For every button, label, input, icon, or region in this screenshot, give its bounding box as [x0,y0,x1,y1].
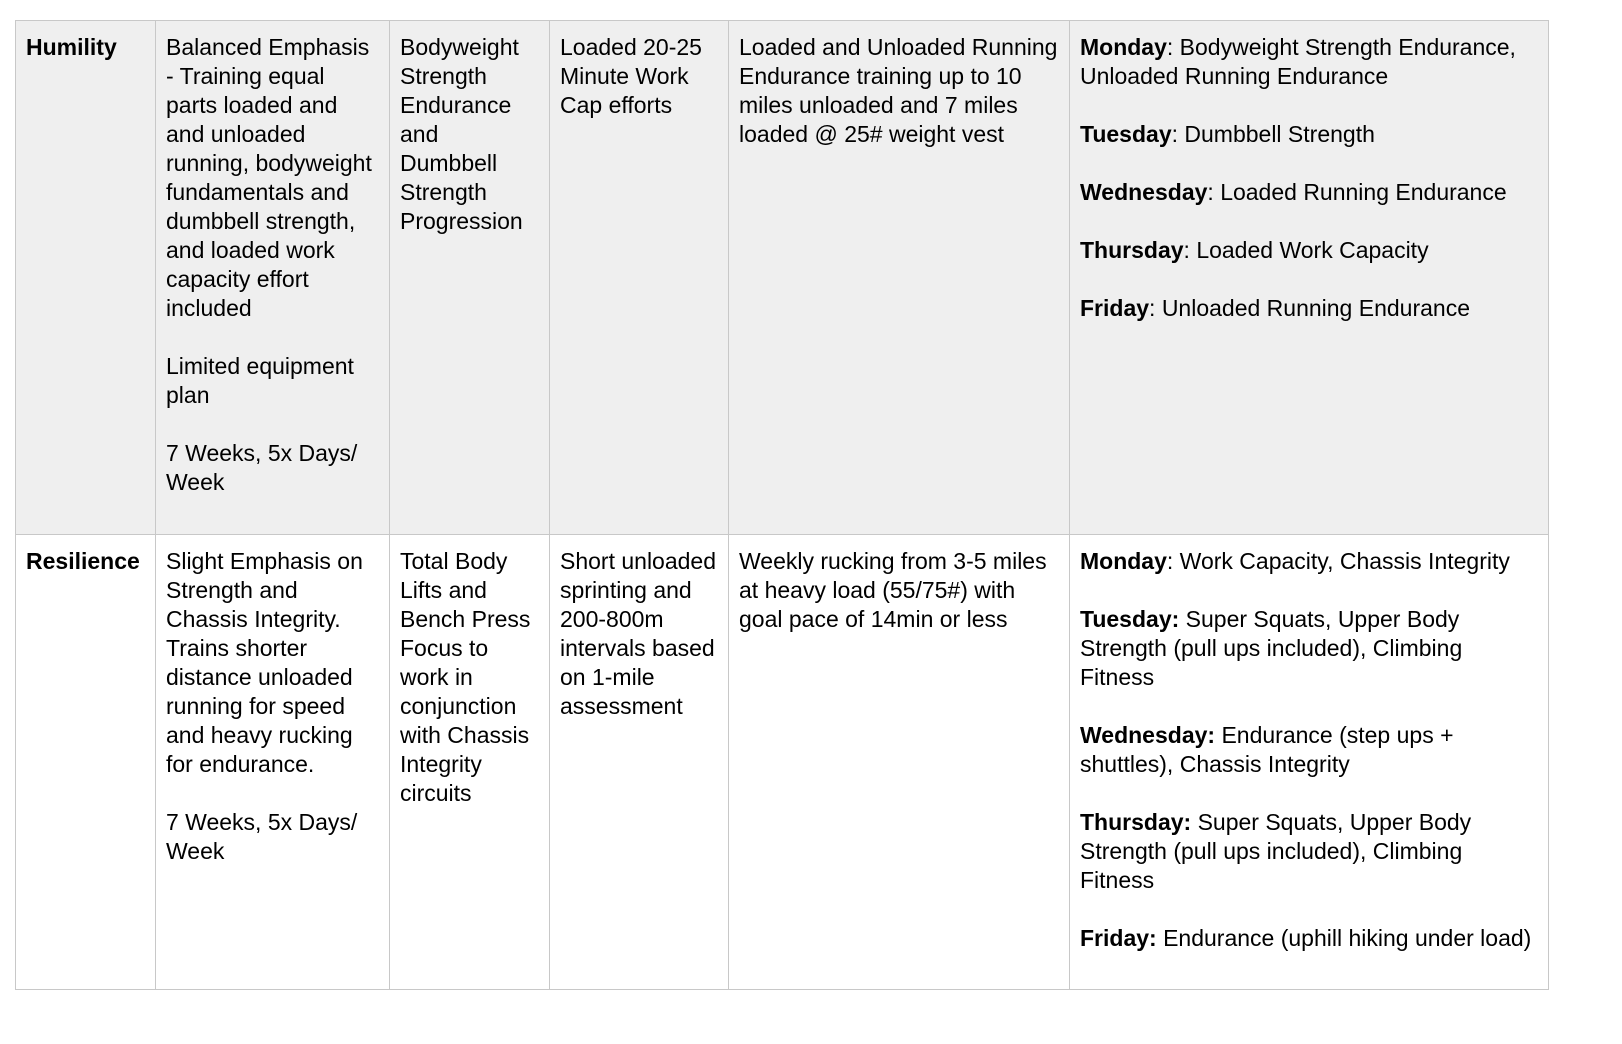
day-name: Friday [1080,295,1150,321]
schedule-entry [1080,33,1538,91]
strength-cell: Total Body Lifts and Bench Press Focus to work in conjunction with Chassis Integrity circuits [390,535,550,990]
emphasis-paragraph: 7 Weeks, 5x Days/ Week [166,440,358,495]
schedule-entry [1080,236,1538,265]
day-detail: Super Squats, Upper Body Strength (pull ups included), Climbing Fitness [1080,809,1472,893]
work-capacity-cell: Short unloaded sprinting and 200-800m intervals based on 1-mile assessment [550,535,729,990]
day-separator: : [1149,295,1162,321]
day-name: Monday [1080,34,1167,60]
day-detail: Endurance (step ups + shuttles), Chassis Integrity [1080,722,1454,777]
schedule-entry [1080,605,1538,692]
emphasis-paragraph: Balanced Emphasis - Training equal parts loaded and and unloaded running, bodyweight fundamentals and dumbbell strength, and loaded work capacity effort included [166,34,372,321]
day-name: Tuesday: [1080,606,1180,632]
day-separator: : [1183,237,1197,263]
day-name: Wednesday: [1080,722,1216,748]
endurance-cell: Loaded and Unloaded Running Endurance training up to 10 miles unloaded and 7 miles loaded @ 25# weight vest [729,21,1070,535]
day-name: Friday: [1080,925,1157,951]
schedule-entry [1080,178,1538,207]
day-name: Monday [1080,548,1167,574]
day-name: Thursday: [1080,809,1192,835]
emphasis-cell [156,21,390,535]
day-detail: Endurance (uphill hiking under load) [1163,925,1532,951]
emphasis-paragraph: Slight Emphasis on Strength and Chassis Integrity. Trains shorter distance unloaded running for speed and heavy rucking for endurance. [166,548,363,777]
day-name: Thursday [1080,237,1184,263]
work-capacity-cell: Loaded 20-25 Minute Work Cap efforts [550,21,729,535]
table-row-resilience [16,535,1549,990]
schedule-entry [1080,294,1538,323]
schedule-entry [1080,924,1538,953]
emphasis-paragraph: Limited equipment plan [166,353,354,408]
day-name: Wednesday [1080,179,1208,205]
day-detail: Loaded Running Endurance [1220,179,1507,205]
schedule-cell [1070,535,1549,990]
program-comparison-table [15,20,1549,990]
day-name: Tuesday [1080,121,1172,147]
emphasis-paragraph: 7 Weeks, 5x Days/ Week [166,809,358,864]
program-name: Humility [16,21,156,535]
schedule-entry [1080,721,1538,779]
strength-cell: Bodyweight Strength Endurance and Dumbbell Strength Progression [390,21,550,535]
day-separator: : [1171,121,1185,147]
day-detail: Unloaded Running Endurance [1161,295,1470,321]
schedule-entry [1080,808,1538,895]
table-row-humility [16,21,1549,535]
day-detail: Dumbbell Strength [1184,121,1375,147]
day-separator: : [1207,179,1221,205]
day-separator: : [1166,34,1180,60]
day-detail: Loaded Work Capacity [1196,237,1429,263]
day-separator: : [1166,548,1180,574]
schedule-entry [1080,547,1538,576]
day-detail: Bodyweight Strength Endurance, Unloaded Running Endurance [1080,34,1516,89]
schedule-entry [1080,120,1538,149]
day-detail: Work Capacity, Chassis Integrity [1179,548,1510,574]
emphasis-cell [156,535,390,990]
schedule-cell [1070,21,1549,535]
program-name: Resilience [16,535,156,990]
day-detail: Super Squats, Upper Body Strength (pull ups included), Climbing Fitness [1080,606,1463,690]
endurance-cell: Weekly rucking from 3-5 miles at heavy load (55/75#) with goal pace of 14min or less [729,535,1070,990]
